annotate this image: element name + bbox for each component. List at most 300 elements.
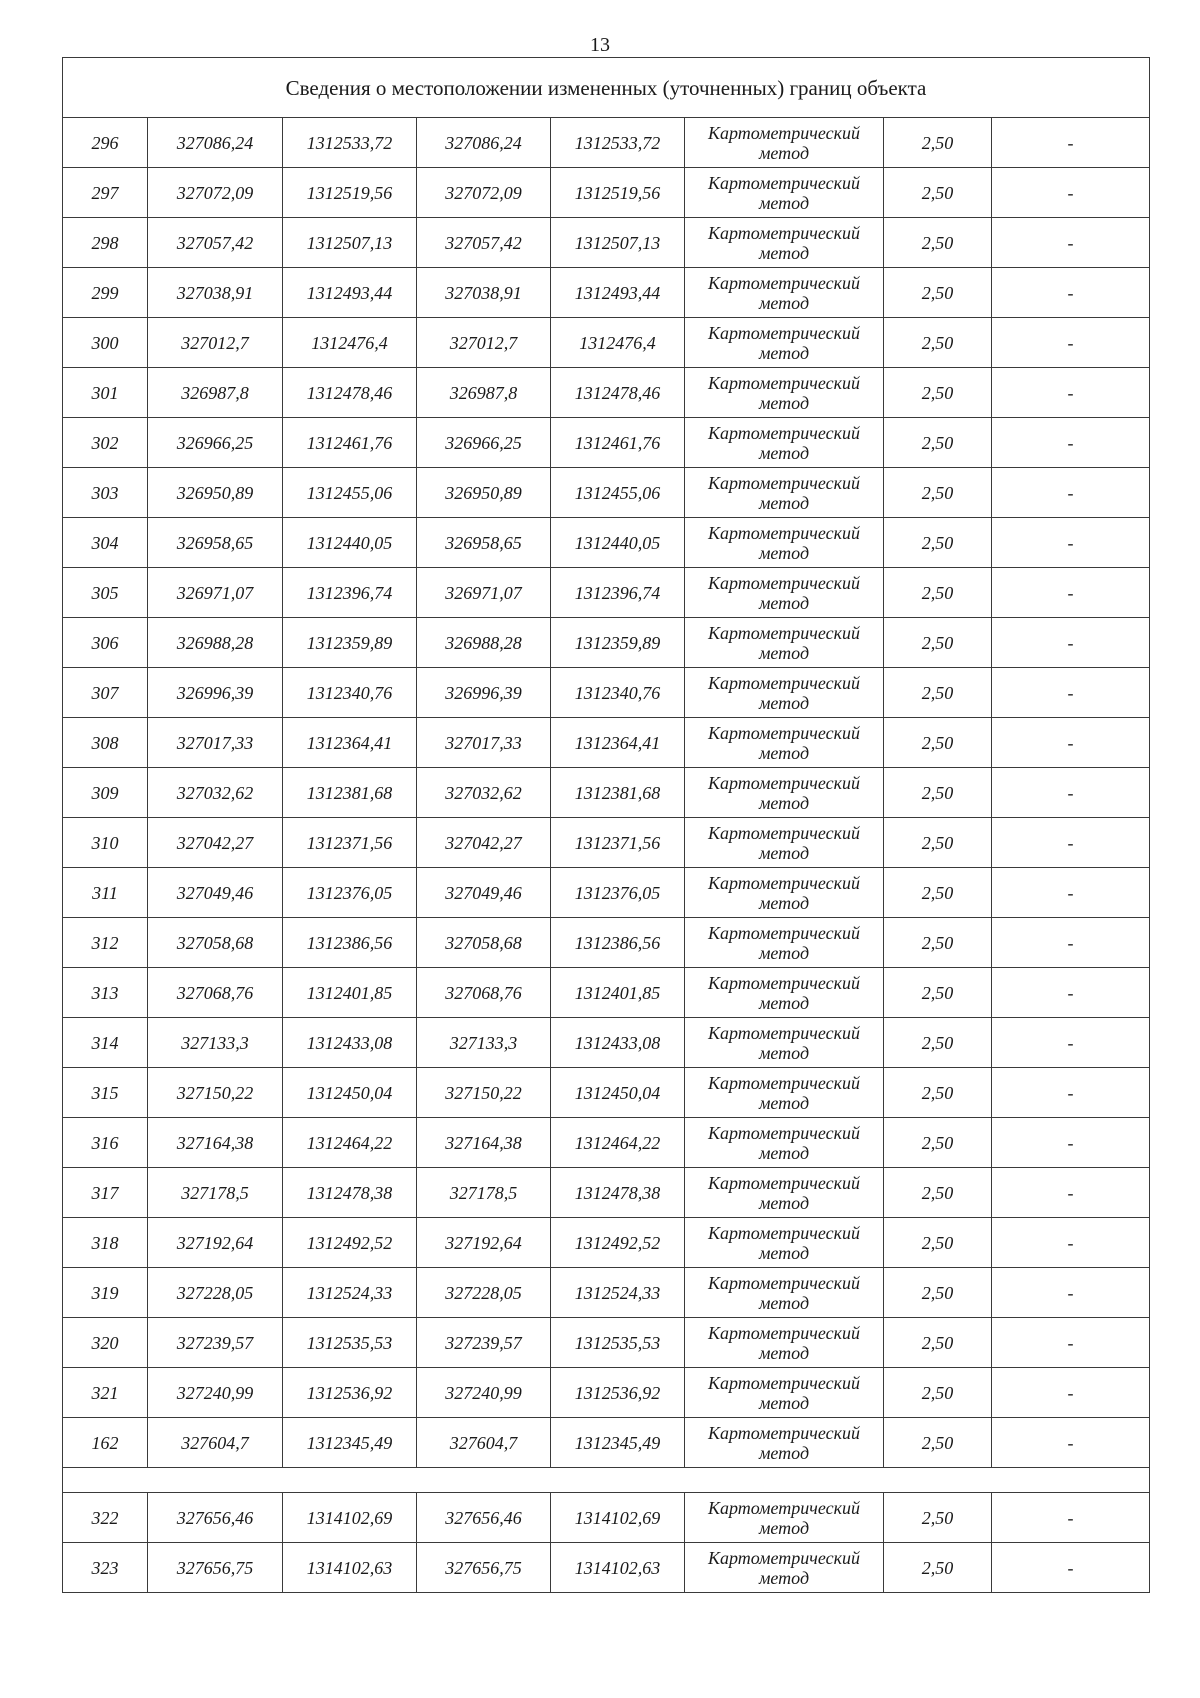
method-cell [685, 1118, 884, 1168]
note-cell: - [992, 218, 1150, 268]
existing-y-cell: 1312507,13 [283, 218, 417, 268]
existing-y-cell: 1312450,04 [283, 1068, 417, 1118]
refined-x-cell: 327058,68 [417, 918, 551, 968]
point-number-cell: 312 [63, 918, 148, 968]
note-cell: - [992, 268, 1150, 318]
note-cell: - [992, 368, 1150, 418]
method-cell [685, 1268, 884, 1318]
refined-x-cell: 327038,91 [417, 268, 551, 318]
existing-x-cell: 327656,75 [148, 1543, 283, 1593]
method-line-1: Картометрический [707, 1122, 860, 1143]
point-number-cell: 303 [63, 468, 148, 518]
existing-x-cell: 327239,57 [148, 1318, 283, 1368]
accuracy-cell: 2,50 [884, 368, 992, 418]
method-cell [685, 568, 884, 618]
refined-x-cell: 326988,28 [417, 618, 551, 668]
table-body [63, 58, 1150, 1593]
accuracy-cell: 2,50 [884, 1118, 992, 1168]
method-line-1: Картометрический [707, 1072, 860, 1093]
accuracy-cell: 2,50 [884, 1018, 992, 1068]
method-cell [685, 818, 884, 868]
refined-x-cell: 327057,42 [417, 218, 551, 268]
existing-x-cell: 326966,25 [148, 418, 283, 468]
method-line-2: метод [758, 942, 810, 963]
point-number-cell: 297 [63, 168, 148, 218]
refined-y-cell: 1312492,52 [551, 1218, 685, 1268]
note-cell: - [992, 1018, 1150, 1068]
method-cell [685, 518, 884, 568]
note-cell: - [992, 1318, 1150, 1368]
accuracy-cell: 2,50 [884, 1068, 992, 1118]
point-number-cell: 296 [63, 118, 148, 168]
existing-y-cell: 1312371,56 [283, 818, 417, 868]
point-number-cell: 162 [63, 1418, 148, 1468]
method-cell [685, 1318, 884, 1368]
existing-y-cell: 1314102,69 [283, 1493, 417, 1543]
method-line-2: метод [758, 1242, 810, 1263]
refined-x-cell: 326950,89 [417, 468, 551, 518]
refined-x-cell: 327049,46 [417, 868, 551, 918]
method-line-1: Картометрический [707, 1272, 860, 1293]
point-number-cell: 302 [63, 418, 148, 468]
method-line-1: Картометрический [707, 1547, 860, 1568]
table-row [63, 1368, 1150, 1418]
note-cell: - [992, 1418, 1150, 1468]
existing-x-cell: 327192,64 [148, 1218, 283, 1268]
accuracy-cell: 2,50 [884, 768, 992, 818]
method-line-2: метод [758, 1567, 810, 1588]
table-row [63, 1418, 1150, 1468]
note-cell: - [992, 668, 1150, 718]
table-row [63, 118, 1150, 168]
refined-x-cell: 327656,46 [417, 1493, 551, 1543]
refined-y-cell: 1312478,38 [551, 1168, 685, 1218]
refined-x-cell: 327239,57 [417, 1318, 551, 1368]
table-caption-row [63, 58, 1150, 118]
refined-x-cell: 327240,99 [417, 1368, 551, 1418]
refined-x-cell: 326996,39 [417, 668, 551, 718]
method-cell [685, 318, 884, 368]
refined-y-cell: 1312455,06 [551, 468, 685, 518]
table-row [63, 1543, 1150, 1593]
note-cell: - [992, 1218, 1150, 1268]
accuracy-cell: 2,50 [884, 218, 992, 268]
note-cell: - [992, 968, 1150, 1018]
group-separator-cell [63, 1468, 1150, 1493]
note-cell: - [992, 618, 1150, 668]
accuracy-cell: 2,50 [884, 918, 992, 968]
refined-y-cell: 1312401,85 [551, 968, 685, 1018]
point-number-cell: 310 [63, 818, 148, 868]
existing-y-cell: 1312455,06 [283, 468, 417, 518]
method-cell [685, 1018, 884, 1068]
table-row [63, 1218, 1150, 1268]
method-line-2: метод [758, 1042, 810, 1063]
method-cell [685, 368, 884, 418]
method-line-1: Картометрический [707, 122, 860, 143]
accuracy-cell: 2,50 [884, 568, 992, 618]
note-cell: - [992, 718, 1150, 768]
refined-y-cell: 1314102,69 [551, 1493, 685, 1543]
point-number-cell: 301 [63, 368, 148, 418]
method-line-1: Картометрический [707, 1322, 860, 1343]
point-number-cell: 311 [63, 868, 148, 918]
note-cell: - [992, 118, 1150, 168]
existing-y-cell: 1312359,89 [283, 618, 417, 668]
refined-y-cell: 1312364,41 [551, 718, 685, 768]
note-cell: - [992, 518, 1150, 568]
existing-x-cell: 327038,91 [148, 268, 283, 318]
point-number-cell: 299 [63, 268, 148, 318]
method-cell [685, 868, 884, 918]
refined-x-cell: 327012,7 [417, 318, 551, 368]
note-cell: - [992, 868, 1150, 918]
method-line-2: метод [758, 192, 810, 213]
point-number-cell: 319 [63, 1268, 148, 1318]
refined-y-cell: 1312478,46 [551, 368, 685, 418]
existing-x-cell: 326971,07 [148, 568, 283, 618]
refined-y-cell: 1312396,74 [551, 568, 685, 618]
note-cell: - [992, 768, 1150, 818]
method-line-2: метод [758, 542, 810, 563]
table-row [63, 618, 1150, 668]
method-line-1: Картометрический [707, 172, 860, 193]
point-number-cell: 316 [63, 1118, 148, 1168]
existing-x-cell: 327228,05 [148, 1268, 283, 1318]
refined-x-cell: 327228,05 [417, 1268, 551, 1318]
accuracy-cell: 2,50 [884, 718, 992, 768]
point-number-cell: 309 [63, 768, 148, 818]
method-cell [685, 1493, 884, 1543]
method-cell [685, 768, 884, 818]
table-row [63, 568, 1150, 618]
accuracy-cell: 2,50 [884, 168, 992, 218]
accuracy-cell: 2,50 [884, 1418, 992, 1468]
refined-y-cell: 1312386,56 [551, 918, 685, 968]
existing-y-cell: 1312478,46 [283, 368, 417, 418]
table-row [63, 218, 1150, 268]
method-line-1: Картометрический [707, 372, 860, 393]
refined-x-cell: 327017,33 [417, 718, 551, 768]
accuracy-cell: 2,50 [884, 968, 992, 1018]
method-line-1: Картометрический [707, 472, 860, 493]
existing-x-cell: 327656,46 [148, 1493, 283, 1543]
table-row [63, 1318, 1150, 1368]
method-line-2: метод [758, 242, 810, 263]
table-row [63, 918, 1150, 968]
method-line-2: метод [758, 1342, 810, 1363]
method-line-1: Картометрический [707, 722, 860, 743]
table-row [63, 518, 1150, 568]
point-number-cell: 308 [63, 718, 148, 768]
method-line-1: Картометрический [707, 1172, 860, 1193]
accuracy-cell: 2,50 [884, 1218, 992, 1268]
refined-y-cell: 1312376,05 [551, 868, 685, 918]
existing-x-cell: 327068,76 [148, 968, 283, 1018]
table-row [63, 718, 1150, 768]
refined-x-cell: 326971,07 [417, 568, 551, 618]
method-line-2: метод [758, 642, 810, 663]
accuracy-cell: 2,50 [884, 518, 992, 568]
existing-y-cell: 1312493,44 [283, 268, 417, 318]
method-line-2: метод [758, 1392, 810, 1413]
note-cell: - [992, 418, 1150, 468]
method-line-2: метод [758, 842, 810, 863]
table-row [63, 1268, 1150, 1318]
refined-y-cell: 1312507,13 [551, 218, 685, 268]
method-cell [685, 1418, 884, 1468]
refined-y-cell: 1312464,22 [551, 1118, 685, 1168]
method-cell [685, 418, 884, 468]
method-cell [685, 668, 884, 718]
accuracy-cell: 2,50 [884, 1493, 992, 1543]
existing-x-cell: 326996,39 [148, 668, 283, 718]
method-cell [685, 118, 884, 168]
method-cell [685, 168, 884, 218]
table-row [63, 1493, 1150, 1543]
table-row [63, 268, 1150, 318]
point-number-cell: 322 [63, 1493, 148, 1543]
accuracy-cell: 2,50 [884, 618, 992, 668]
point-number-cell: 321 [63, 1368, 148, 1418]
method-line-2: метод [758, 1192, 810, 1213]
table-row [63, 418, 1150, 468]
refined-y-cell: 1312533,72 [551, 118, 685, 168]
method-line-1: Картометрический [707, 822, 860, 843]
method-line-1: Картометрический [707, 1372, 860, 1393]
method-line-1: Картометрический [707, 622, 860, 643]
method-line-1: Картометрический [707, 972, 860, 993]
refined-y-cell: 1312440,05 [551, 518, 685, 568]
refined-x-cell: 327178,5 [417, 1168, 551, 1218]
method-cell [685, 1368, 884, 1418]
accuracy-cell: 2,50 [884, 1543, 992, 1593]
refined-y-cell: 1312340,76 [551, 668, 685, 718]
refined-x-cell: 327656,75 [417, 1543, 551, 1593]
method-cell [685, 468, 884, 518]
refined-x-cell: 327032,62 [417, 768, 551, 818]
existing-y-cell: 1312381,68 [283, 768, 417, 818]
refined-y-cell: 1312493,44 [551, 268, 685, 318]
point-number-cell: 323 [63, 1543, 148, 1593]
accuracy-cell: 2,50 [884, 1318, 992, 1368]
note-cell: - [992, 168, 1150, 218]
table-row [63, 1118, 1150, 1168]
refined-x-cell: 327133,3 [417, 1018, 551, 1068]
coordinates-table [62, 57, 1150, 1593]
point-number-cell: 313 [63, 968, 148, 1018]
point-number-cell: 314 [63, 1018, 148, 1068]
existing-y-cell: 1312478,38 [283, 1168, 417, 1218]
point-number-cell: 306 [63, 618, 148, 668]
table-row [63, 668, 1150, 718]
note-cell: - [992, 1493, 1150, 1543]
table-row [63, 768, 1150, 818]
note-cell: - [992, 1543, 1150, 1593]
existing-x-cell: 327086,24 [148, 118, 283, 168]
refined-x-cell: 327164,38 [417, 1118, 551, 1168]
existing-y-cell: 1312524,33 [283, 1268, 417, 1318]
method-line-1: Картометрический [707, 1422, 860, 1443]
existing-x-cell: 327049,46 [148, 868, 283, 918]
accuracy-cell: 2,50 [884, 318, 992, 368]
method-line-2: метод [758, 992, 810, 1013]
method-line-2: метод [758, 1092, 810, 1113]
point-number-cell: 307 [63, 668, 148, 718]
method-line-2: метод [758, 742, 810, 763]
method-cell [685, 718, 884, 768]
table-row [63, 318, 1150, 368]
refined-x-cell: 327192,64 [417, 1218, 551, 1268]
method-cell [685, 1218, 884, 1268]
existing-y-cell: 1312476,4 [283, 318, 417, 368]
method-line-1: Картометрический [707, 672, 860, 693]
refined-y-cell: 1312536,92 [551, 1368, 685, 1418]
refined-y-cell: 1312433,08 [551, 1018, 685, 1068]
point-number-cell: 320 [63, 1318, 148, 1368]
refined-y-cell: 1312519,56 [551, 168, 685, 218]
existing-y-cell: 1312340,76 [283, 668, 417, 718]
existing-x-cell: 327072,09 [148, 168, 283, 218]
refined-y-cell: 1312461,76 [551, 418, 685, 468]
page-number: 13 [590, 34, 610, 56]
accuracy-cell: 2,50 [884, 1368, 992, 1418]
method-line-2: метод [758, 892, 810, 913]
refined-y-cell: 1312345,49 [551, 1418, 685, 1468]
method-cell [685, 1068, 884, 1118]
method-line-1: Картометрический [707, 772, 860, 793]
existing-x-cell: 327133,3 [148, 1018, 283, 1068]
existing-x-cell: 327042,27 [148, 818, 283, 868]
point-number-cell: 305 [63, 568, 148, 618]
refined-x-cell: 326987,8 [417, 368, 551, 418]
refined-y-cell: 1312371,56 [551, 818, 685, 868]
method-line-2: метод [758, 492, 810, 513]
accuracy-cell: 2,50 [884, 418, 992, 468]
existing-y-cell: 1312433,08 [283, 1018, 417, 1068]
existing-y-cell: 1314102,63 [283, 1543, 417, 1593]
method-line-2: метод [758, 142, 810, 163]
method-line-2: метод [758, 292, 810, 313]
point-number-cell: 300 [63, 318, 148, 368]
method-line-1: Картометрический [707, 272, 860, 293]
existing-y-cell: 1312492,52 [283, 1218, 417, 1268]
table-row [63, 468, 1150, 518]
existing-x-cell: 326988,28 [148, 618, 283, 668]
method-line-2: метод [758, 342, 810, 363]
refined-x-cell: 327604,7 [417, 1418, 551, 1468]
method-line-1: Картометрический [707, 222, 860, 243]
existing-y-cell: 1312461,76 [283, 418, 417, 468]
existing-x-cell: 326958,65 [148, 518, 283, 568]
existing-x-cell: 327604,7 [148, 1418, 283, 1468]
existing-y-cell: 1312464,22 [283, 1118, 417, 1168]
existing-y-cell: 1312519,56 [283, 168, 417, 218]
note-cell: - [992, 918, 1150, 968]
existing-y-cell: 1312401,85 [283, 968, 417, 1018]
table-row [63, 1168, 1150, 1218]
method-line-2: метод [758, 592, 810, 613]
refined-y-cell: 1312359,89 [551, 618, 685, 668]
existing-y-cell: 1312345,49 [283, 1418, 417, 1468]
method-line-2: метод [758, 1517, 810, 1538]
refined-y-cell: 1312476,4 [551, 318, 685, 368]
method-line-1: Картометрический [707, 322, 860, 343]
table-row [63, 968, 1150, 1018]
method-line-1: Картометрический [707, 522, 860, 543]
existing-x-cell: 327164,38 [148, 1118, 283, 1168]
refined-x-cell: 327042,27 [417, 818, 551, 868]
accuracy-cell: 2,50 [884, 1168, 992, 1218]
method-cell [685, 1168, 884, 1218]
existing-y-cell: 1312396,74 [283, 568, 417, 618]
refined-x-cell: 327068,76 [417, 968, 551, 1018]
existing-x-cell: 327017,33 [148, 718, 283, 768]
accuracy-cell: 2,50 [884, 868, 992, 918]
existing-x-cell: 326987,8 [148, 368, 283, 418]
method-line-1: Картометрический [707, 1497, 860, 1518]
refined-y-cell: 1312450,04 [551, 1068, 685, 1118]
method-line-2: метод [758, 1442, 810, 1463]
coordinates-table-container [62, 57, 1149, 1593]
existing-x-cell: 327178,5 [148, 1168, 283, 1218]
table-row [63, 168, 1150, 218]
method-cell [685, 268, 884, 318]
method-line-1: Картометрический [707, 572, 860, 593]
method-line-1: Картометрический [707, 1022, 860, 1043]
method-cell [685, 918, 884, 968]
table-row [63, 1068, 1150, 1118]
note-cell: - [992, 1118, 1150, 1168]
note-cell: - [992, 1168, 1150, 1218]
existing-y-cell: 1312376,05 [283, 868, 417, 918]
method-line-1: Картометрический [707, 1222, 860, 1243]
refined-y-cell: 1314102,63 [551, 1543, 685, 1593]
existing-y-cell: 1312535,53 [283, 1318, 417, 1368]
refined-x-cell: 327150,22 [417, 1068, 551, 1118]
point-number-cell: 318 [63, 1218, 148, 1268]
table-row [63, 868, 1150, 918]
method-line-2: метод [758, 1292, 810, 1313]
existing-x-cell: 327032,62 [148, 768, 283, 818]
existing-y-cell: 1312364,41 [283, 718, 417, 768]
table-row [63, 1018, 1150, 1068]
refined-y-cell: 1312524,33 [551, 1268, 685, 1318]
method-line-1: Картометрический [707, 422, 860, 443]
method-cell [685, 618, 884, 668]
method-line-1: Картометрический [707, 922, 860, 943]
table-row [63, 818, 1150, 868]
method-line-2: метод [758, 692, 810, 713]
refined-x-cell: 326958,65 [417, 518, 551, 568]
existing-y-cell: 1312533,72 [283, 118, 417, 168]
refined-x-cell: 327072,09 [417, 168, 551, 218]
note-cell: - [992, 318, 1150, 368]
refined-x-cell: 326966,25 [417, 418, 551, 468]
method-line-2: метод [758, 392, 810, 413]
note-cell: - [992, 568, 1150, 618]
existing-x-cell: 326950,89 [148, 468, 283, 518]
point-number-cell: 298 [63, 218, 148, 268]
existing-x-cell: 327012,7 [148, 318, 283, 368]
method-line-2: метод [758, 792, 810, 813]
method-line-1: Картометрический [707, 872, 860, 893]
note-cell: - [992, 818, 1150, 868]
accuracy-cell: 2,50 [884, 468, 992, 518]
existing-x-cell: 327240,99 [148, 1368, 283, 1418]
refined-x-cell: 327086,24 [417, 118, 551, 168]
existing-x-cell: 327057,42 [148, 218, 283, 268]
